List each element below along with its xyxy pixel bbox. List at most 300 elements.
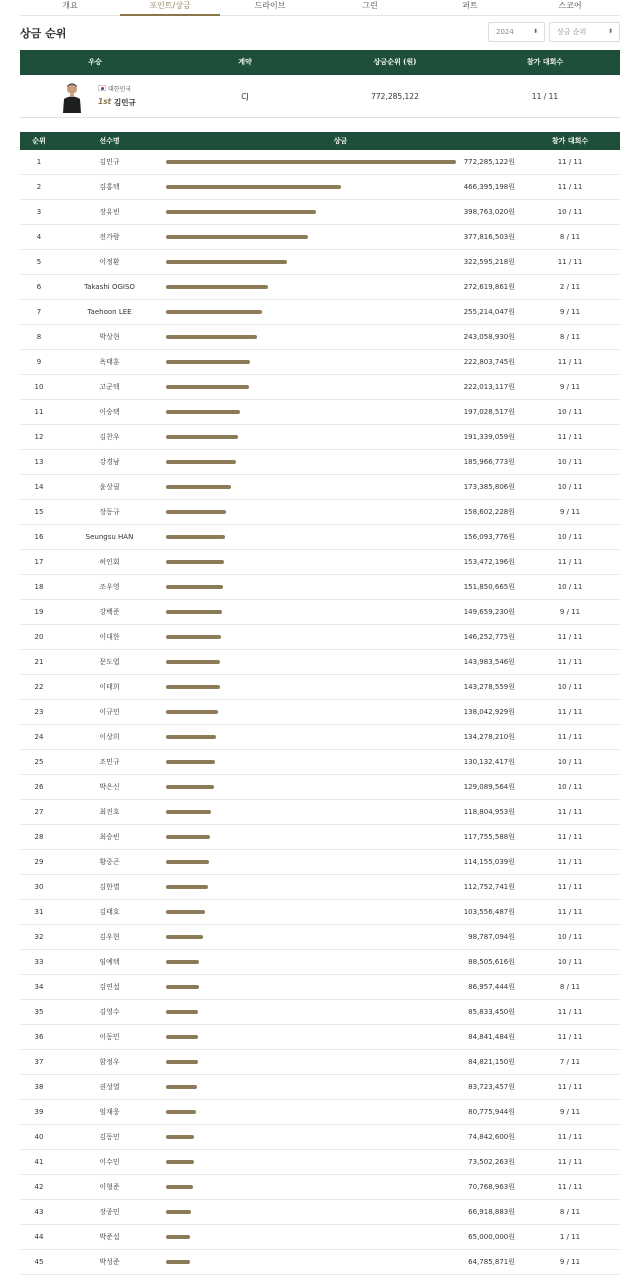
row-prize-amount: 191,339,059원 <box>463 432 515 441</box>
row-player-name[interactable]: 김한별 <box>99 883 120 891</box>
prize-bar <box>166 360 250 364</box>
row-rank: 24 <box>34 733 44 741</box>
table-row[interactable] <box>20 825 620 850</box>
row-prize-amount: 377,816,503원 <box>463 232 515 241</box>
table-row[interactable] <box>20 550 620 575</box>
row-events: 2 / 11 <box>559 283 581 291</box>
row-rank: 37 <box>34 1058 44 1066</box>
row-player-name[interactable]: 장동규 <box>99 508 120 516</box>
row-prize-cell <box>161 1250 520 1275</box>
row-player-name[interactable]: 최승빈 <box>99 833 120 841</box>
table-row[interactable] <box>20 1075 620 1100</box>
prize-bar <box>166 1135 194 1139</box>
table-row[interactable] <box>20 625 620 650</box>
prize-bar <box>166 1035 198 1039</box>
tab-overview[interactable]: 개요 <box>62 1 78 10</box>
row-events: 11 / 11 <box>557 708 583 716</box>
row-prize-cell <box>161 550 520 575</box>
row-rank: 25 <box>34 758 44 766</box>
winner-table-header <box>20 50 620 75</box>
korea-flag-icon <box>98 85 106 91</box>
row-prize-cell <box>161 725 520 750</box>
table-row[interactable] <box>20 750 620 775</box>
row-rank: 33 <box>34 958 44 966</box>
prize-bar <box>166 1160 194 1164</box>
row-prize-cell <box>161 1075 520 1100</box>
prize-bar <box>166 260 287 264</box>
row-rank: 5 <box>36 258 42 266</box>
row-rank: 36 <box>34 1033 44 1041</box>
table-row[interactable] <box>20 225 620 250</box>
row-events: 9 / 11 <box>559 383 581 391</box>
prize-bar <box>166 860 209 864</box>
table-row[interactable] <box>20 175 620 200</box>
row-prize-amount: 88,505,616원 <box>468 957 515 966</box>
row-player-name[interactable]: 김동민 <box>99 1133 120 1141</box>
row-events: 8 / 11 <box>559 983 581 991</box>
row-prize-cell <box>161 1200 520 1225</box>
row-player-name[interactable]: 이동민 <box>99 1033 120 1041</box>
row-events: 11 / 11 <box>557 358 583 366</box>
row-events: 11 / 11 <box>557 183 583 191</box>
prize-bar <box>166 585 223 589</box>
table-row[interactable] <box>20 675 620 700</box>
prize-bar <box>166 435 238 439</box>
row-events: 10 / 11 <box>557 483 583 491</box>
prize-bar <box>166 510 226 514</box>
row-prize-cell <box>161 875 520 900</box>
table-row[interactable] <box>20 275 620 300</box>
row-events: 11 / 11 <box>557 883 583 891</box>
row-prize-amount: 138,042,929원 <box>463 707 515 716</box>
row-prize-amount: 398,763,020원 <box>463 207 515 216</box>
row-rank: 16 <box>34 533 44 541</box>
prize-bar <box>166 885 208 889</box>
prize-bar <box>166 1210 191 1214</box>
row-prize-amount: 153,472,196원 <box>463 557 515 566</box>
tab-points-prize[interactable]: 포인트/상금 <box>120 0 220 15</box>
row-events: 11 / 11 <box>557 858 583 866</box>
row-player-name[interactable]: 황중곤 <box>99 858 120 866</box>
prize-bar <box>166 460 236 464</box>
ranking-type-select[interactable] <box>549 22 620 42</box>
row-prize-cell <box>161 675 520 700</box>
row-prize-cell <box>161 1175 520 1200</box>
row-prize-cell <box>161 775 520 800</box>
row-events: 10 / 11 <box>557 783 583 791</box>
row-prize-amount: 143,983,546원 <box>463 657 515 666</box>
table-row[interactable] <box>20 400 620 425</box>
row-prize-amount: 197,028,517원 <box>463 407 515 416</box>
row-prize-cell <box>161 200 520 225</box>
prize-bar <box>166 410 240 414</box>
prize-bar <box>166 310 262 314</box>
row-prize-cell <box>161 1000 520 1025</box>
table-row[interactable] <box>20 875 620 900</box>
prize-bar <box>166 760 215 764</box>
row-player-name[interactable]: 임예택 <box>99 958 120 966</box>
table-row[interactable] <box>20 200 620 225</box>
row-player-name[interactable]: 이태희 <box>99 683 120 691</box>
winner-header-sponsor: 계약 <box>238 58 252 66</box>
row-player-name[interactable]: 박은신 <box>99 783 120 791</box>
row-prize-cell <box>161 475 520 500</box>
row-prize-cell <box>161 900 520 925</box>
row-player-name[interactable]: 윤상필 <box>99 483 120 491</box>
row-prize-cell <box>161 1100 520 1125</box>
row-events: 11 / 11 <box>557 158 583 166</box>
row-player-name[interactable]: 옥태훈 <box>99 358 120 366</box>
row-player-name[interactable]: 김민규 <box>99 158 120 166</box>
row-prize-amount: 272,619,861원 <box>463 282 515 291</box>
row-rank: 21 <box>34 658 44 666</box>
prize-bar <box>166 560 224 564</box>
row-events: 10 / 11 <box>557 958 583 966</box>
row-prize-amount: 73,502,263원 <box>468 1157 515 1166</box>
header-rank: 순위 <box>32 137 46 145</box>
row-rank: 27 <box>34 808 44 816</box>
row-prize-cell <box>161 650 520 675</box>
row-prize-cell <box>161 1050 520 1075</box>
table-row[interactable] <box>20 1000 620 1025</box>
row-events: 10 / 11 <box>557 933 583 941</box>
row-events: 10 / 11 <box>557 533 583 541</box>
table-row[interactable] <box>20 1150 620 1175</box>
row-player-name[interactable]: 이승택 <box>99 408 120 416</box>
table-row[interactable] <box>20 1175 620 1200</box>
header-player: 선수명 <box>99 137 120 145</box>
row-prize-amount: 156,093,776원 <box>463 532 515 541</box>
row-events: 1 / 11 <box>559 1233 581 1241</box>
row-prize-amount: 70,768,963원 <box>468 1182 515 1191</box>
tab-putt[interactable]: 퍼트 <box>462 1 478 10</box>
row-prize-cell <box>161 1125 520 1150</box>
table-row[interactable] <box>20 925 620 950</box>
row-prize-cell <box>161 250 520 275</box>
table-row[interactable] <box>20 900 620 925</box>
row-prize-amount: 185,966,773원 <box>463 457 515 466</box>
row-player-name[interactable]: 김우현 <box>99 933 120 941</box>
row-rank: 14 <box>34 483 44 491</box>
prize-bar <box>166 960 199 964</box>
prize-bar <box>166 185 341 189</box>
row-prize-cell <box>161 425 520 450</box>
prize-bar <box>166 610 222 614</box>
table-row[interactable] <box>20 575 620 600</box>
tab-drive[interactable]: 드라이브 <box>254 1 286 10</box>
table-row[interactable] <box>20 775 620 800</box>
prize-bar <box>166 235 308 239</box>
row-player-name[interactable]: 전가람 <box>99 233 120 241</box>
row-prize-amount: 98,787,094원 <box>468 932 515 941</box>
row-rank: 30 <box>34 883 44 891</box>
row-events: 10 / 11 <box>557 583 583 591</box>
row-events: 9 / 11 <box>559 308 581 316</box>
row-rank: 41 <box>34 1158 44 1166</box>
row-rank: 20 <box>34 633 44 641</box>
row-player-name[interactable]: 조우영 <box>99 583 120 591</box>
row-prize-cell <box>161 400 520 425</box>
row-prize-amount: 112,752,741원 <box>463 882 515 891</box>
row-prize-cell <box>161 575 520 600</box>
prize-bar <box>166 935 203 939</box>
row-events: 8 / 11 <box>559 1208 581 1216</box>
row-prize-amount: 134,278,210원 <box>463 732 515 741</box>
row-player-name[interactable]: 고군택 <box>99 383 120 391</box>
row-player-name[interactable]: 이형준 <box>99 1183 120 1191</box>
table-row[interactable] <box>20 525 620 550</box>
table-row[interactable] <box>20 1225 620 1250</box>
row-prize-amount: 103,556,487원 <box>463 907 515 916</box>
row-player-name[interactable]: 이규민 <box>99 708 120 716</box>
row-events: 9 / 11 <box>559 1108 581 1116</box>
table-row[interactable] <box>20 1025 620 1050</box>
row-prize-cell <box>161 700 520 725</box>
row-prize-amount: 322,595,218원 <box>463 257 515 266</box>
prize-bar <box>166 985 199 989</box>
prize-bar <box>166 785 214 789</box>
row-player-name[interactable]: 이대한 <box>99 633 120 641</box>
row-prize-cell <box>161 950 520 975</box>
winner-sponsor: CJ <box>241 91 249 101</box>
table-row[interactable] <box>20 325 620 350</box>
row-player-name[interactable]: Seungsu HAN <box>85 533 134 541</box>
row-rank: 3 <box>36 208 42 216</box>
tab-green[interactable]: 그린 <box>362 1 378 10</box>
prize-bar <box>166 1010 198 1014</box>
row-rank: 10 <box>34 383 44 391</box>
prize-bar <box>166 535 225 539</box>
row-player-name[interactable]: 이정환 <box>99 258 120 266</box>
table-row[interactable] <box>20 425 620 450</box>
row-prize-amount: 158,602,228원 <box>463 507 515 516</box>
row-prize-cell <box>161 150 520 175</box>
row-events: 8 / 11 <box>559 233 581 241</box>
row-player-name[interactable]: 강백준 <box>99 608 120 616</box>
prize-bar <box>166 285 268 289</box>
row-events: 10 / 11 <box>557 208 583 216</box>
row-prize-amount: 222,013,117원 <box>463 382 515 391</box>
table-row[interactable] <box>20 250 620 275</box>
row-events: 9 / 11 <box>559 608 581 616</box>
row-player-name[interactable]: 이수민 <box>99 1158 120 1166</box>
row-prize-cell <box>161 375 520 400</box>
row-prize-cell <box>161 825 520 850</box>
row-rank: 40 <box>34 1133 44 1141</box>
row-rank: 44 <box>34 1233 44 1241</box>
row-rank: 4 <box>36 233 42 241</box>
row-prize-amount: 84,841,484원 <box>468 1032 515 1041</box>
row-prize-amount: 84,821,150원 <box>468 1057 515 1066</box>
row-events: 11 / 11 <box>557 433 583 441</box>
row-events: 10 / 11 <box>557 683 583 691</box>
row-rank: 38 <box>34 1083 44 1091</box>
row-prize-amount: 243,058,930원 <box>463 332 515 341</box>
row-events: 11 / 11 <box>557 833 583 841</box>
table-row[interactable] <box>20 450 620 475</box>
row-prize-amount: 114,155,039원 <box>463 857 515 866</box>
row-player-name[interactable]: 장유빈 <box>99 208 120 216</box>
prize-bar <box>166 685 220 689</box>
row-prize-cell <box>161 325 520 350</box>
row-prize-cell <box>161 525 520 550</box>
row-events: 8 / 11 <box>559 333 581 341</box>
table-row[interactable] <box>20 600 620 625</box>
row-prize-amount: 86,957,444원 <box>468 982 515 991</box>
row-prize-cell <box>161 850 520 875</box>
row-prize-cell <box>161 975 520 1000</box>
table-row[interactable] <box>20 975 620 1000</box>
row-events: 11 / 11 <box>557 1008 583 1016</box>
row-player-name[interactable]: 권성열 <box>99 1083 120 1091</box>
row-rank: 11 <box>34 408 44 416</box>
row-prize-amount: 130,132,417원 <box>463 757 515 766</box>
table-row[interactable] <box>20 350 620 375</box>
row-player-name[interactable]: Takashi OGISO <box>84 283 135 291</box>
row-prize-amount: 151,850,665원 <box>463 582 515 591</box>
row-prize-cell <box>161 275 520 300</box>
row-player-name[interactable]: 박성준 <box>99 1258 120 1266</box>
row-events: 11 / 11 <box>557 908 583 916</box>
winner-player[interactable] <box>20 75 170 118</box>
table-row[interactable] <box>20 300 620 325</box>
table-row[interactable] <box>20 1125 620 1150</box>
table-row[interactable] <box>20 375 620 400</box>
prize-bar <box>166 160 456 164</box>
row-rank: 1 <box>36 158 42 166</box>
year-select-value: 2024 <box>496 28 514 36</box>
row-rank: 29 <box>34 858 44 866</box>
table-row[interactable] <box>20 1250 620 1275</box>
row-player-name[interactable]: 박준섭 <box>99 1233 120 1241</box>
row-player-name[interactable]: 강경남 <box>99 458 120 466</box>
row-rank: 22 <box>34 683 44 691</box>
year-select[interactable] <box>488 22 545 42</box>
row-rank: 18 <box>34 583 44 591</box>
row-player-name[interactable]: 김태호 <box>99 908 120 916</box>
row-player-name[interactable]: 최진호 <box>99 808 120 816</box>
row-prize-amount: 222,803,745원 <box>463 357 515 366</box>
row-player-name[interactable]: 장종민 <box>99 1208 120 1216</box>
row-prize-amount: 64,785,871원 <box>468 1257 515 1266</box>
row-rank: 43 <box>34 1208 44 1216</box>
row-prize-amount: 66,918,883원 <box>468 1207 515 1216</box>
row-player-name[interactable]: 이상희 <box>99 733 120 741</box>
row-prize-cell <box>161 350 520 375</box>
row-rank: 39 <box>34 1108 44 1116</box>
row-prize-cell <box>161 450 520 475</box>
row-player-name[interactable]: 박상현 <box>99 333 120 341</box>
row-events: 9 / 11 <box>559 508 581 516</box>
table-row[interactable] <box>20 850 620 875</box>
row-rank: 28 <box>34 833 44 841</box>
row-prize-amount: 118,804,953원 <box>463 807 515 816</box>
page-title: 상금 순위 <box>20 27 67 40</box>
row-player-name[interactable]: 김연섭 <box>99 983 120 991</box>
table-row[interactable] <box>20 700 620 725</box>
table-row[interactable] <box>20 725 620 750</box>
prize-bar <box>166 1185 193 1189</box>
row-events: 10 / 11 <box>557 408 583 416</box>
row-events: 11 / 11 <box>557 633 583 641</box>
table-row[interactable] <box>20 1050 620 1075</box>
row-player-name[interactable]: 문도엽 <box>99 658 120 666</box>
row-rank: 26 <box>34 783 44 791</box>
row-prize-amount: 83,723,457원 <box>468 1082 515 1091</box>
row-rank: 6 <box>36 283 42 291</box>
table-row[interactable] <box>20 1100 620 1125</box>
row-events: 9 / 11 <box>559 1258 581 1266</box>
row-prize-amount: 117,755,588원 <box>463 832 515 841</box>
row-rank: 31 <box>34 908 44 916</box>
row-player-name[interactable]: 엄재웅 <box>99 1108 120 1116</box>
row-prize-amount: 149,659,230원 <box>463 607 515 616</box>
prize-bar <box>166 1260 190 1264</box>
winner-header-champion: 우승 <box>88 58 102 66</box>
row-prize-cell <box>161 300 520 325</box>
row-player-name[interactable]: 김찬우 <box>99 433 120 441</box>
row-events: 11 / 11 <box>557 1158 583 1166</box>
row-prize-cell <box>161 625 520 650</box>
chevron-updown-icon: ⬍ <box>532 28 538 35</box>
row-rank: 45 <box>34 1258 44 1266</box>
row-prize-cell <box>161 750 520 775</box>
winner-name: 김민규 <box>114 97 136 107</box>
row-rank: 42 <box>34 1183 44 1191</box>
row-rank: 35 <box>34 1008 44 1016</box>
row-prize-cell <box>161 925 520 950</box>
row-player-name[interactable]: 조민규 <box>99 758 120 766</box>
row-rank: 8 <box>36 333 42 341</box>
tab-score[interactable]: 스코어 <box>558 1 582 10</box>
row-player-name[interactable]: 김홍택 <box>99 183 120 191</box>
winner-prize: 772,285,122 <box>371 91 419 101</box>
row-rank: 12 <box>34 433 44 441</box>
row-events: 11 / 11 <box>557 1183 583 1191</box>
prize-bar <box>166 385 249 389</box>
ranking-table-header <box>20 132 620 150</box>
table-row[interactable] <box>20 1200 620 1225</box>
row-player-name[interactable]: 함정우 <box>99 1058 120 1066</box>
header-events: 참가 대회수 <box>551 137 589 145</box>
sub-nav-tabs <box>20 0 620 16</box>
prize-bar <box>166 910 205 914</box>
table-row[interactable] <box>20 500 620 525</box>
row-prize-cell <box>161 1025 520 1050</box>
table-row[interactable] <box>20 650 620 675</box>
row-prize-cell <box>161 1150 520 1175</box>
prize-bar <box>166 735 216 739</box>
row-prize-amount: 143,278,559원 <box>463 682 515 691</box>
ranking-table-body <box>20 150 620 1275</box>
row-player-name[interactable]: Taehoon LEE <box>87 308 132 316</box>
row-prize-amount: 80,775,944원 <box>468 1107 515 1116</box>
row-prize-amount: 173,385,806원 <box>463 482 515 491</box>
row-events: 10 / 11 <box>557 758 583 766</box>
table-row[interactable] <box>20 800 620 825</box>
table-row[interactable] <box>20 950 620 975</box>
player-photo <box>60 81 84 113</box>
row-player-name[interactable]: 김영수 <box>99 1008 120 1016</box>
winner-events: 11 / 11 <box>531 91 559 101</box>
prize-bar <box>166 1060 198 1064</box>
winner-rank-tag: 1st <box>98 96 112 106</box>
row-player-name[interactable]: 허인회 <box>99 558 120 566</box>
table-row[interactable] <box>20 475 620 500</box>
row-prize-cell <box>161 600 520 625</box>
table-row[interactable] <box>20 150 620 175</box>
row-events: 11 / 11 <box>557 1133 583 1141</box>
